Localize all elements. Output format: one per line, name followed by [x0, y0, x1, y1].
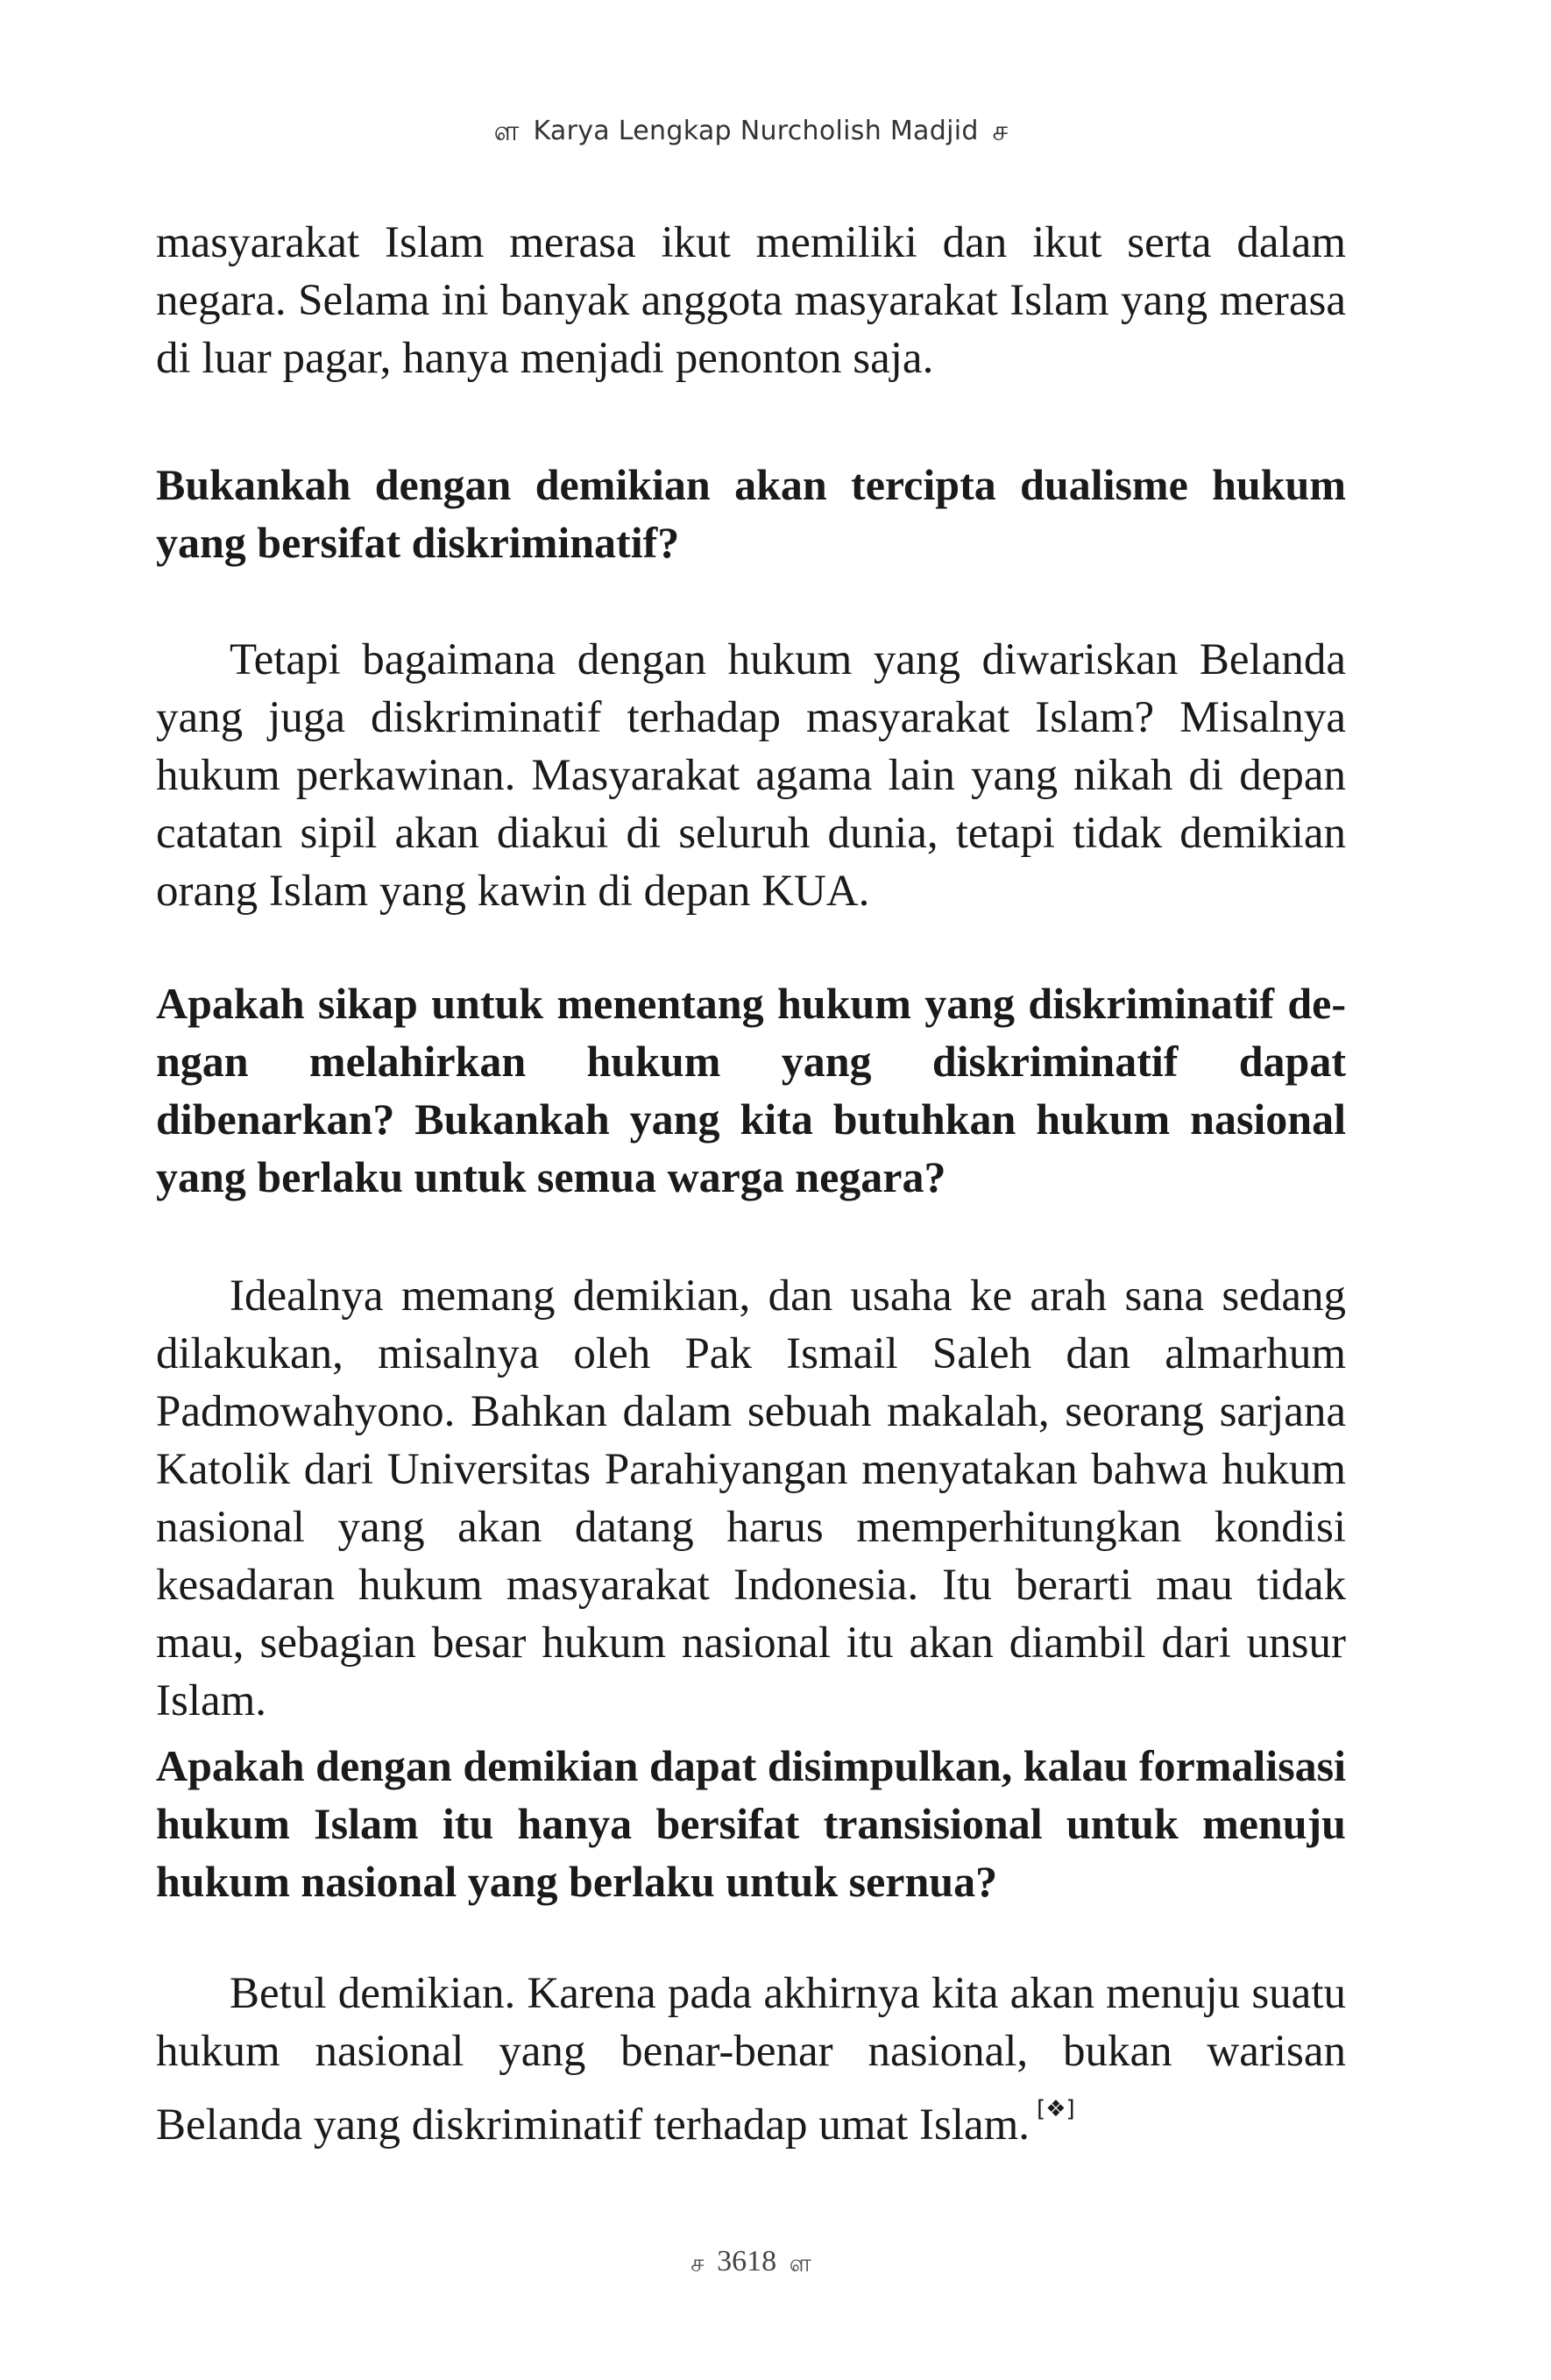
ornament-right-icon: ச: [992, 114, 1009, 147]
question-1: Bukankah dengan demikian akan tercipta dualisme hukum yang bersifat diskriminatif?: [156, 460, 1346, 567]
question-3: Apakah dengan demikian dapat disimpulkan, kalau formalisasi hukum Islam itu hanya bersifat transisional untuk menuju hukum nasional yang berlaku untuk sernua?: [156, 1741, 1346, 1906]
answer-2: Idealnya memang demikian, dan usaha ke arah sana sedang dilakukan, misalnya oleh Pak Ismail Saleh dan almarhum Padmowahyono. Bahkan dalam sebuah makalah, seorang sarjana Katolik dari Universitas Parahiyangan menyatakan bahwa hukum nasional yang akan datang harus memperhitungkan kondisi kesadaran hukum masyarakat Indonesia. Itu berarti mau tidak mau, sebagian besar hukum nasional itu akan diambil dari unsur Islam.: [156, 1271, 1346, 1725]
page-footer: [156, 2245, 1346, 2281]
answer-3: [156, 1965, 1346, 2154]
page-number: 3618: [717, 2245, 777, 2277]
footer-ornament-right-icon: ள: [789, 2249, 811, 2277]
paragraph-continued: masyarakat Islam merasa ikut memiliki dan ikut serta dalam negara. Selama ini banyak anggota masyarakat Islam yang merasa di luar pagar, hanya menjadi penonton saja.: [156, 218, 1346, 383]
book-page: [156, 0, 1346, 2380]
book-title: Karya Lengkap Nurcholish Madjid: [533, 116, 979, 146]
question-2: Apakah sikap untuk menentang hukum yang diskriminatif de-ngan melahirkan hukum yang diskriminatif dapat dibenarkan? Bukankah yang kita butuhkan hukum nasional yang berlaku untuk semua warga negara?: [156, 979, 1346, 1201]
end-mark-icon: [❖]: [1037, 2096, 1075, 2122]
ornament-left-icon: ள: [493, 114, 520, 147]
footer-ornament-left-icon: ச: [691, 2249, 705, 2277]
answer-1: Tetapi bagaimana dengan hukum yang diwariskan Belanda yang juga diskriminatif terhadap masyarakat Islam? Misalnya hukum perkawinan. Masyarakat agama lain yang nikah di depan catatan sipil akan diakui di seluruh dunia, tetapi tidak demikian orang Islam yang kawin di depan KUA.: [156, 635, 1346, 916]
running-header: [156, 114, 1346, 151]
answer-3-text: Betul demikian. Karena pada akhirnya kita akan menuju suatu hukum nasional yang benar-benar nasional, bukan warisan Belanda yang diskriminatif terhadap umat Islam.: [156, 1969, 1346, 2150]
